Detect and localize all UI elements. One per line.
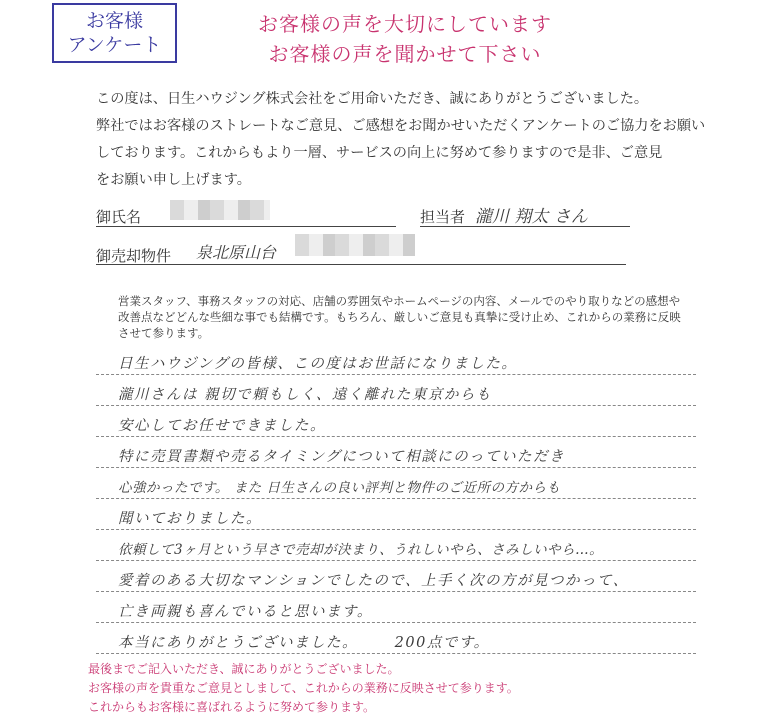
footer-line: お客様の声を貴重なご意見としまして、これからの業務に反映させて参ります。 [88, 681, 519, 695]
instruction-line: 営業スタッフ、事務スタッフの対応、店舗の雰囲気やホームページの内容、メールでのやり取りなどの感想や [118, 294, 681, 308]
property-underline [96, 264, 626, 265]
comment-line: 日生ハウジングの皆様、この度はお世話になりました。 [118, 356, 518, 372]
comment-line: 心強かったです。 また 日生さんの良い評判と物件のご近所の方からも [118, 480, 561, 496]
staff-value: 瀧川 翔太 さん [475, 207, 588, 227]
badge-line-1: お客様 [85, 10, 143, 32]
survey-badge [52, 3, 177, 63]
ruled-line [96, 436, 696, 437]
redacted-name [170, 200, 270, 220]
ruled-line [96, 622, 696, 623]
headline-1: お客様の声を大切にしています [258, 12, 552, 36]
comment-line: 亡き両親も喜んでいると思います。 [118, 604, 373, 620]
intro-line: この度は、日生ハウジング株式会社をご用命いただき、誠にありがとうございました。 [96, 91, 649, 107]
comment-line: 特に売買書類や売るタイミングについて相談にのっていただき [118, 449, 565, 465]
redacted-address [295, 234, 415, 256]
staff-underline [420, 226, 630, 227]
comment-line: 愛着のある大切なマンションでしたので、上手く次の方が見つかって、 [118, 573, 629, 589]
intro-line: しております。これからもより一層、サービスの向上に努めて参りますので是非、ご意見 [96, 145, 663, 161]
instructions [118, 293, 698, 341]
headline-2: お客様の声を聞かせて下さい [268, 42, 542, 66]
intro-line: をお願い申し上げます。 [96, 172, 251, 188]
property-label: 御売却物件 [96, 247, 172, 265]
comment-line: 瀧川さんは 親切で頼もしく、遠く離れた東京からも [118, 387, 492, 403]
comment-line: 安心してお任せできました。 [118, 418, 326, 434]
ruled-line [96, 653, 696, 654]
badge-line-2: アンケート [67, 34, 162, 56]
footer-line: これからもお客様に喜ばれるように努めて参ります。 [88, 700, 376, 714]
instruction-line: させて参ります。 [118, 326, 210, 340]
footer-text [88, 660, 688, 717]
ruled-line [96, 405, 696, 406]
ruled-line [96, 591, 696, 592]
comment-line: 聞いておりました。 [118, 511, 262, 527]
ruled-line [96, 467, 696, 468]
staff-label: 担当者 [420, 208, 466, 226]
name-underline [96, 226, 396, 227]
ruled-line [96, 529, 696, 530]
name-label: 御氏名 [96, 208, 142, 226]
comment-line: 本当にありがとうございました。 200点です。 [118, 635, 490, 651]
intro-line: 弊社ではお客様のストレートなご意見、ご感想をお聞かせいただくアンケートのご協力をお願い [96, 118, 706, 134]
footer-line: 最後までご記入いただき、誠にありがとうございました。 [88, 662, 400, 676]
instruction-line: 改善点などどんな些細な事でも結構です。もちろん、厳しいご意見も真摯に受け止め、これからの業務に反映 [118, 310, 681, 324]
comment-line: 依頼して3ヶ月という早さで売却が決まり、うれしいやら、さみしいやら…。 [118, 542, 604, 558]
ruled-line [96, 374, 696, 375]
property-value: 泉北原山台 [196, 243, 277, 262]
ruled-line [96, 560, 696, 561]
ruled-line [96, 498, 696, 499]
intro-text [96, 86, 706, 194]
